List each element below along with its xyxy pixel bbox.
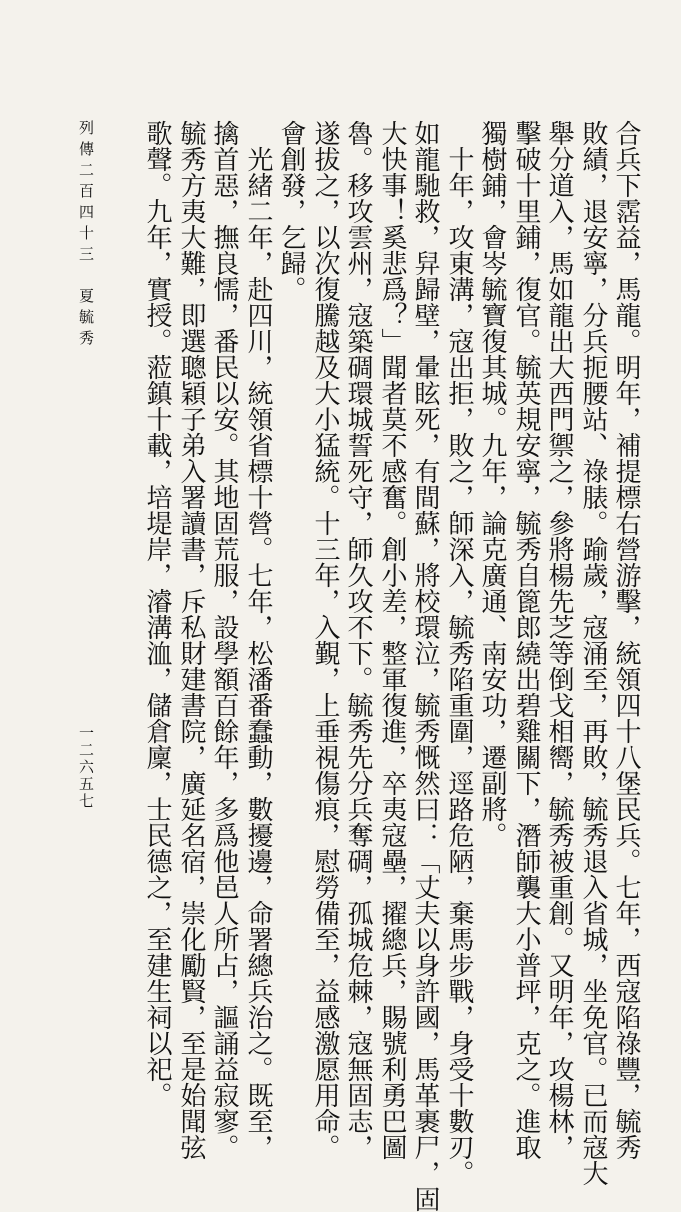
page-number: 一二六五七: [77, 725, 95, 810]
text-column: 獨樹鋪，會岑毓寶復其城。九年，論克廣通、南安功，遷副將。: [477, 120, 507, 848]
text-column: 大快事！奚悲爲？」聞者莫不感奮。創小差，整軍復進，卒夷寇壘，擢總兵，賜號利勇巴圖: [377, 120, 407, 1160]
text-column: 擊破十里鋪，復官。毓英規安寧，毓秀自篦郎繞出碧雞關下，潛師襲大小普坪，克之。進取: [511, 120, 541, 1160]
text-column: 十年，攻東溝，寇出拒，敗之，師深入，毓秀陷重圍，逕路危陋，棄馬步戰，身受十數刃。: [444, 120, 474, 1186]
text-column: 會創發，乞歸。: [276, 120, 306, 302]
text-column: 敗績，退安寧，分兵扼腰站、祿脿。踰歲，寇涌至，再敗，毓秀退入省城，坐免官。已而寇大: [578, 120, 608, 1186]
text-column: 如龍馳救，舁歸壁，暈眩死，有間蘇，將校環泣，毓秀慨然曰：「丈夫以身許國，馬革裹尸，固: [410, 120, 440, 1212]
text-column: 魯。移攻雲州，寇築碉環城誓死守，師久攻不下。毓秀先分兵奪碉，孤城危棘，寇無固志，: [343, 120, 373, 1160]
running-header: 列傳二百四十三 夏毓秀: [77, 120, 95, 351]
text-column: 合兵下霑益，馬龍。明年，補提標右營游擊，統領四十八堡民兵。七年，西寇陷祿豐，毓秀: [611, 120, 641, 1160]
text-column: 舉分道入，馬如龍出大西門禦之，參將楊先芝等倒戈相嚮，毓秀被重創。又明年，攻楊林，: [544, 120, 574, 1160]
text-column: 擒首惡，撫良懦，番民以安。其地固荒服，設學額百餘年，多爲他邑人所占，謳誦益寂寥。: [209, 120, 239, 1160]
text-column: 遂拔之，以次復騰越及大小猛統。十三年，入覲，上垂視傷痕，慰勞備至，益感激愿用命。: [310, 120, 340, 1160]
text-column: 歌聲。九年，實授。蒞鎮十載，培堤岸，濬溝洫，儲倉廩，士民德之，至建生祠以祀。: [142, 120, 172, 1108]
text-column: 光緒二年，赴四川，統領省標十營。七年，松潘番蠢動，數擾邊，命署總兵治之。既至，: [243, 120, 273, 1160]
text-column: 毓秀方夷大難，即選聰穎子弟入署讀書，斥私財建書院，廣延名宿，崇化勵賢，至是始聞弦: [176, 120, 206, 1160]
